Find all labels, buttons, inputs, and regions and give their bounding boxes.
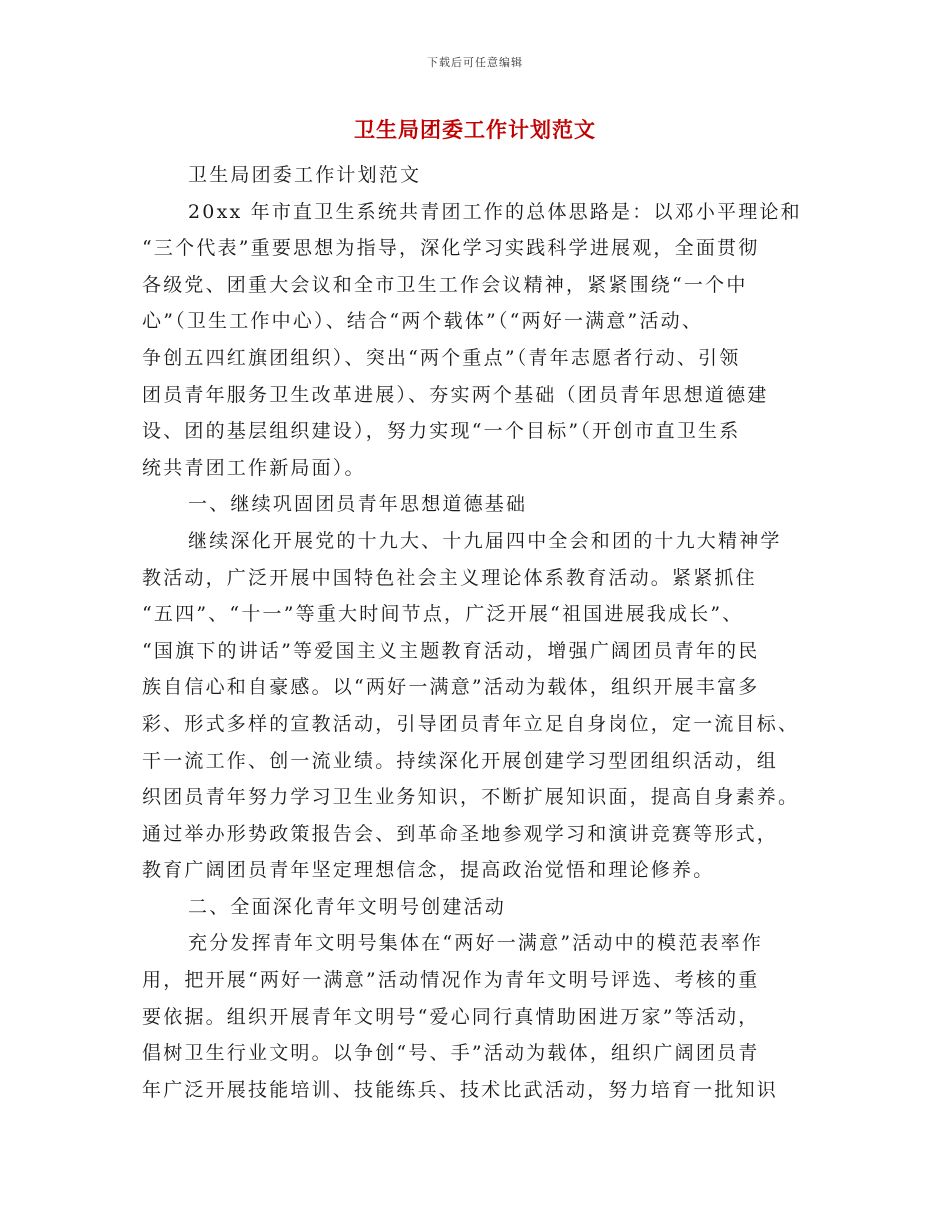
text-line: 20xx 年市直卫生系统共青团工作的总体思路是：以邓小平理论和 (188, 200, 802, 223)
text-line: 争创五四红旗团组织）、突出“两个重点”（青年志愿者行动、引领 (142, 346, 741, 369)
text-line: 用，把开展“两好一满意”活动情况作为青年文明号评选、考核的重 (142, 969, 760, 992)
text-line: 年广泛开展技能培训、技能练兵、技术比武活动，努力培育一批知识 (142, 1078, 779, 1101)
text-line: 彩、形式多样的宣教活动，引导团员青年立足自身岗位，定一流目标、 (142, 712, 800, 735)
text-line: 教育广阔团员青年坚定理想信念，提高政治觉悟和理论修养。 (142, 859, 715, 882)
text-line: 继续深化开展党的十九大、十九届四中全会和团的十九大精神学 (188, 529, 782, 552)
text-line: “国旗下的讲话”等爱国主义主题教育活动，增强广阔团员青年的民 (142, 639, 760, 662)
text-line: “五四”、“十一”等重大时间节点，广泛开展“祖国进展我成长”、 (142, 603, 744, 626)
text-line: 族自信心和自豪感。以“两好一满意”活动为载体，组织开展丰富多 (142, 676, 760, 699)
text-line: “三个代表”重要思想为指导，深化学习实践科学进展观，全面贯彻 (142, 237, 760, 260)
document-body (142, 157, 812, 1108)
text-line: 倡树卫生行业文明。以争创“号、手”活动为载体，组织广阔团员青 (142, 1042, 760, 1065)
section-heading-2: 二、全面深化青年文明号创建活动 (188, 895, 507, 918)
document-title: 卫生局团委工作计划范文 (354, 118, 596, 142)
text-line: 卫生局团委工作计划范文 (188, 164, 422, 186)
text-line: 通过举办形势政策报告会、到革命圣地参观学习和演讲竞赛等形式， (142, 822, 779, 845)
text-line: 织团员青年努力学习卫生业务知识，不断扩展知识面，提高自身素养。 (142, 786, 800, 809)
text-line: 教活动，广泛开展中国特色社会主义理论体系教育活动。紧紧抓住 (142, 566, 757, 589)
text-line: 要依据。组织开展青年文明号“爱心同行真情助困进万家”等活动， (142, 1005, 760, 1028)
text-line: 各级党、团重大会议和全市卫生工作会议精神，紧紧围绕“一个中 (142, 273, 748, 296)
header-note: 下载后可任意编辑 (427, 56, 523, 69)
text-line: 设、团的基层组织建设），努力实现“一个目标”（开创市直卫生系 (142, 420, 741, 443)
text-line: 充分发挥青年文明号集体在“两好一满意”活动中的模范表率作 (188, 932, 764, 955)
text-line: 心”（卫生工作中心）、结合“两个载体”（“两好一满意”活动、 (142, 310, 704, 333)
text-line: 干一流工作、创一流业绩。持续深化开展创建学习型团组织活动，组 (142, 749, 779, 772)
text-line: 团员青年服务卫生改革进展）、夯实两个基础（团员青年思想道德建 (142, 383, 769, 406)
text-line: 统共青团工作新局面）。 (142, 456, 366, 479)
section-heading-1: 一、继续巩固团员青年思想道德基础 (188, 493, 528, 516)
